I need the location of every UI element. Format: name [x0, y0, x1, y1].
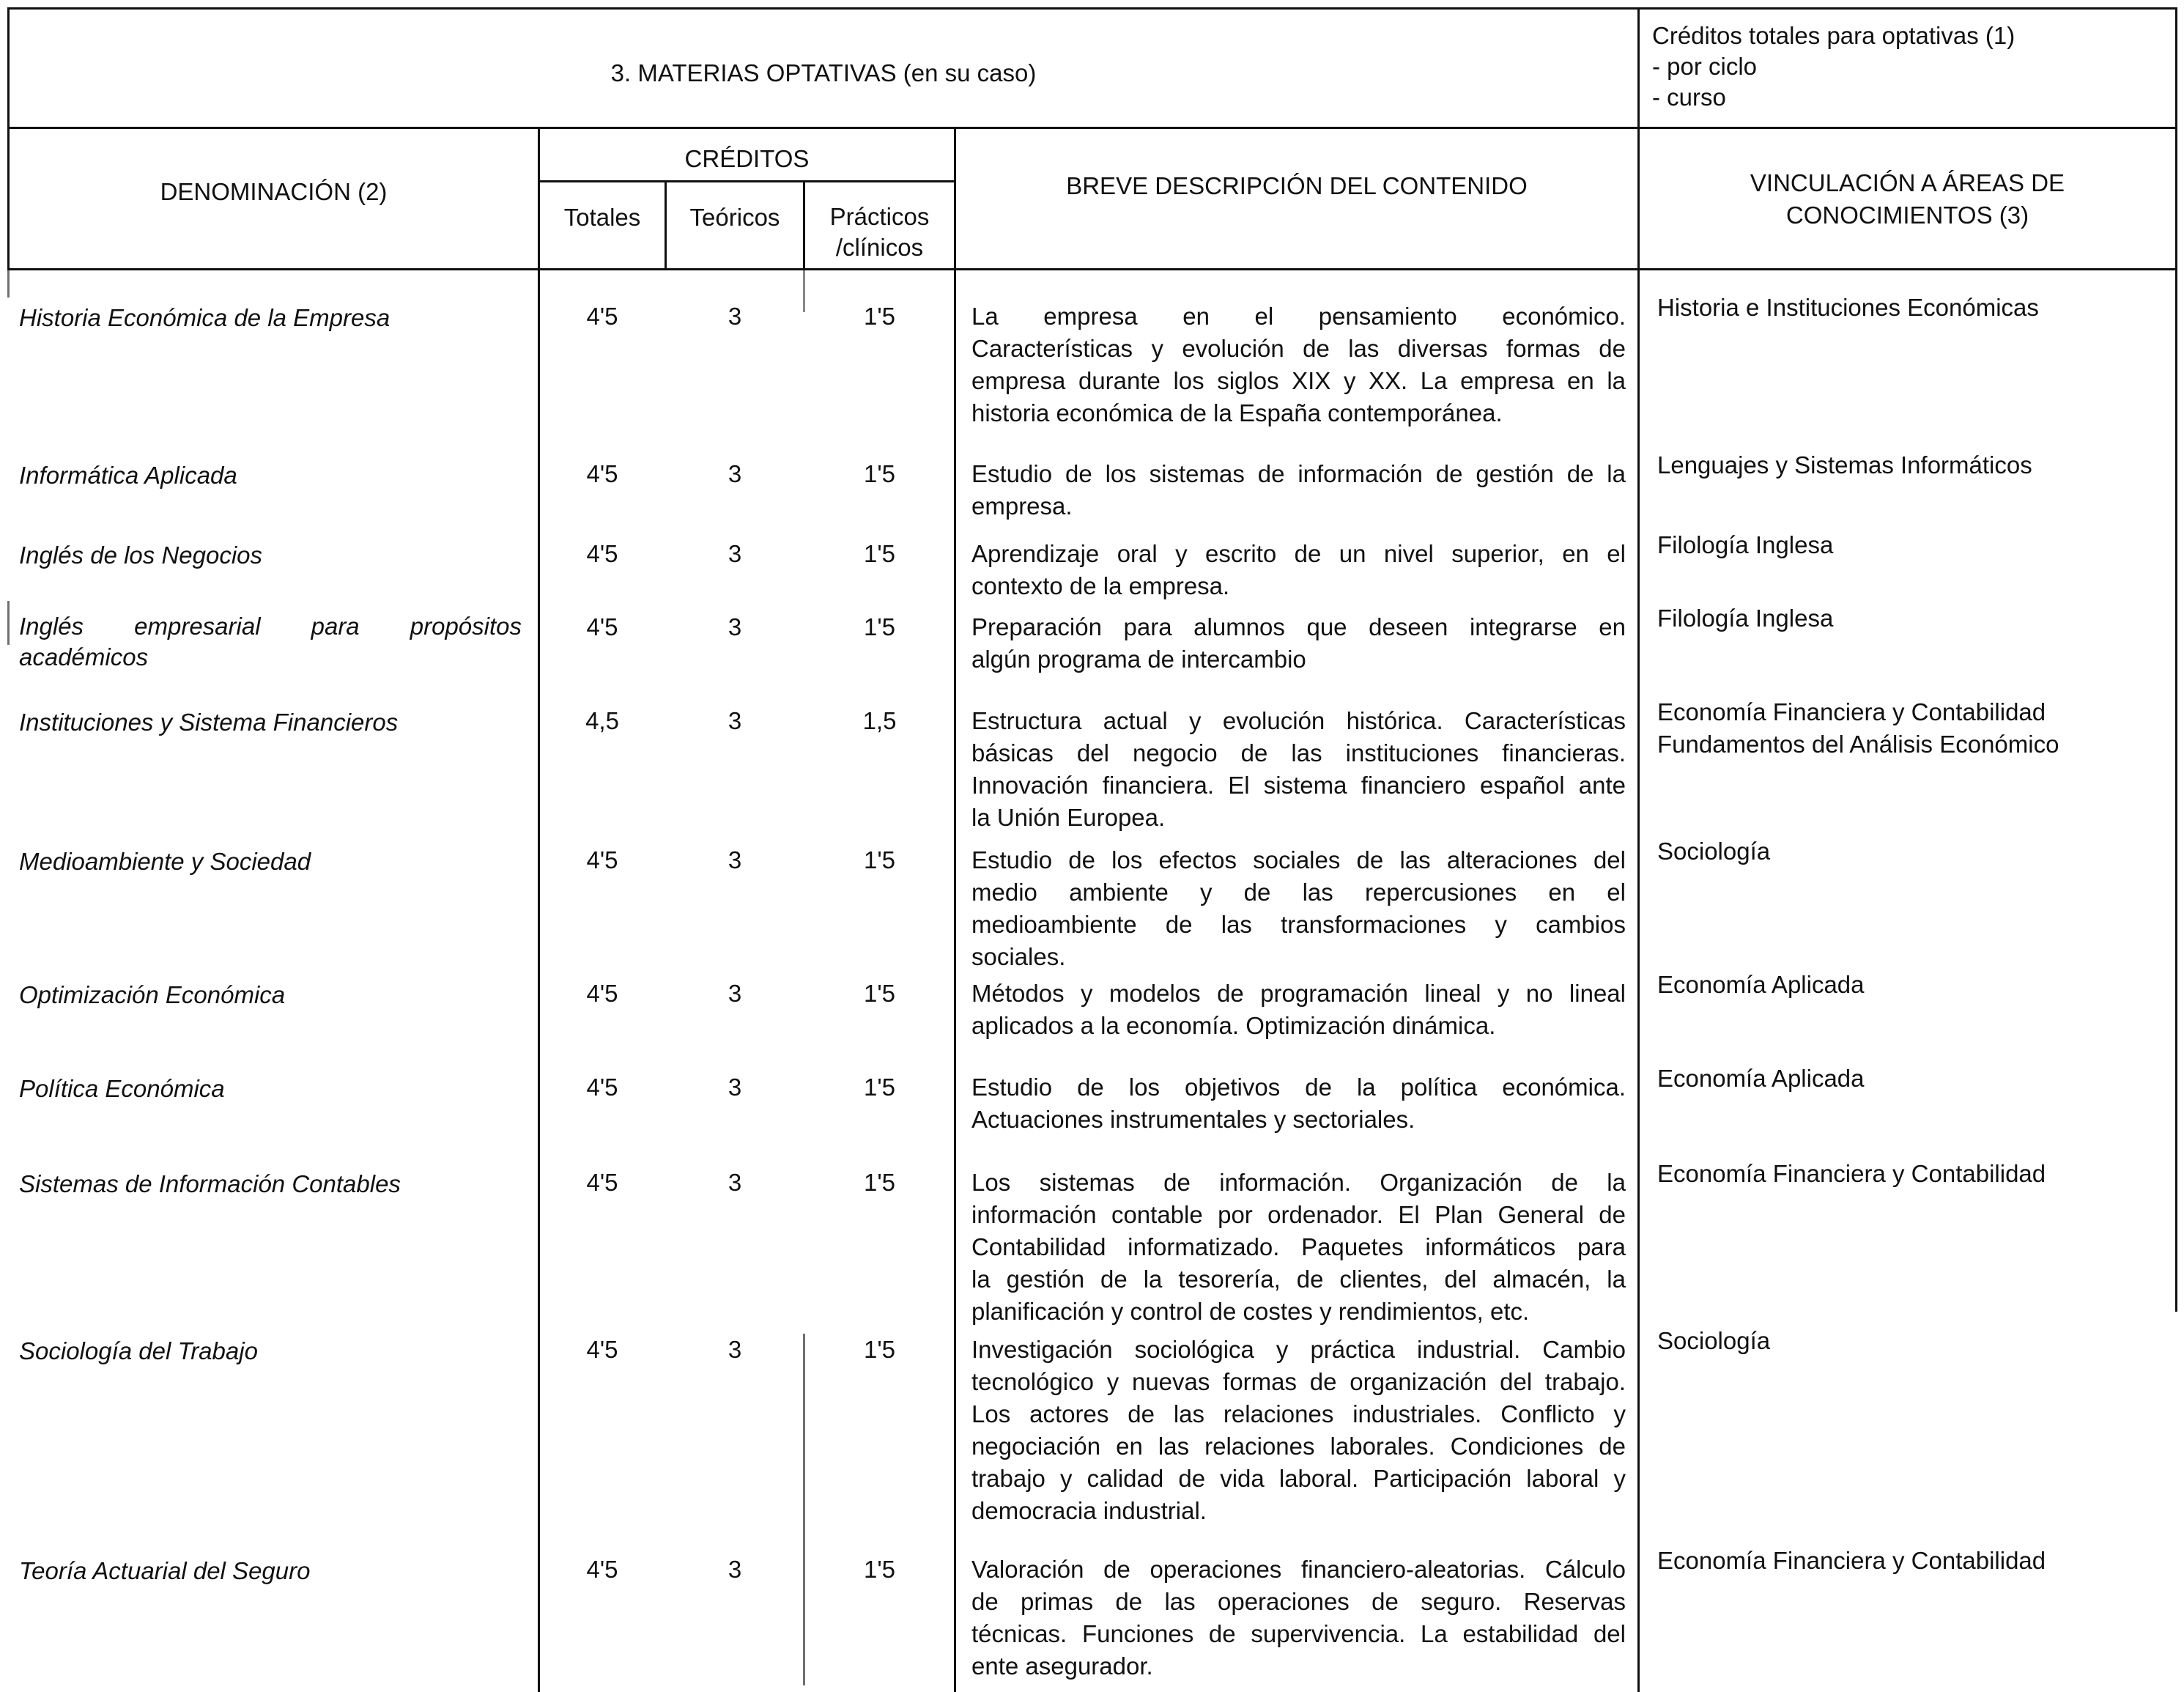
subject-name-line: Sistemas de Información Contables	[19, 1170, 401, 1197]
knowledge-area	[1657, 449, 2170, 481]
content-description-line: Estudio de los objetivos de la política económica.	[971, 1074, 1626, 1101]
subject-name	[19, 706, 522, 739]
knowledge-area-line: Sociología	[1657, 838, 1771, 865]
col-header-practicos-line: /clínicos	[835, 234, 924, 261]
credits-practicos: 1'5	[863, 1169, 895, 1196]
col-header-vinculacion-line: CONOCIMIENTOS (3)	[1785, 202, 2029, 229]
credits-practicos: 1'5	[863, 846, 895, 873]
credits-note	[1652, 21, 2165, 113]
content-description-line: Investigación sociológica y práctica industrial. Cambio	[971, 1336, 1626, 1363]
content-description	[971, 538, 1626, 602]
content-description-line: medioambiente de las transformaciones y cambios	[971, 911, 1626, 938]
knowledge-area-line: Economía Financiera y Contabilidad	[1657, 1160, 2046, 1187]
knowledge-area	[1657, 1545, 2170, 1577]
content-description	[971, 458, 1626, 522]
credits-practicos: 1'5	[863, 540, 895, 567]
credits-totales: 4'5	[586, 540, 618, 567]
content-description-line: trabajo y calidad de vida laboral. Participación laboral y	[971, 1465, 1626, 1492]
content-description-line: Aprendizaje oral y escrito de un nivel superior, en el	[971, 540, 1626, 567]
content-description-line: negociación en las relaciones laborales. Condiciones de	[971, 1433, 1626, 1460]
table-left-border-body	[7, 268, 10, 298]
content-description	[971, 1554, 1626, 1682]
content-description-line: Los sistemas de información. Organización de la	[971, 1169, 1626, 1196]
subject-name	[19, 1168, 522, 1200]
knowledge-area-line: Economía Aplicada	[1657, 971, 1865, 998]
credits-totales: 4'5	[586, 460, 618, 487]
knowledge-area-line: Sociología	[1657, 1327, 1771, 1354]
credits-teoricos: 3	[728, 980, 742, 1007]
subject-name-line: académicos	[19, 643, 149, 670]
knowledge-area	[1657, 1325, 2170, 1357]
content-description	[971, 1071, 1626, 1136]
content-description-line: Métodos y modelos de programación lineal y no lineal	[971, 980, 1626, 1007]
col-divider-areas	[1637, 7, 1640, 1692]
subject-name-line: Informática Aplicada	[19, 462, 237, 489]
header-bottom-border	[7, 268, 2177, 270]
col-header-practicos	[805, 202, 954, 263]
knowledge-area	[1657, 1063, 2170, 1095]
title-bottom-border	[7, 127, 2177, 129]
credits-practicos: 1'5	[863, 460, 895, 487]
knowledge-area	[1657, 835, 2170, 868]
col-header-teoricos: Teóricos	[689, 204, 780, 231]
credits-totales: 4'5	[586, 613, 618, 640]
content-description-line: empresa.	[971, 492, 1073, 520]
credits-totales: 4'5	[586, 846, 618, 873]
content-description	[971, 1167, 1626, 1328]
content-description-line: contexto de la empresa.	[971, 572, 1230, 599]
content-description	[971, 705, 1626, 834]
content-description	[971, 978, 1626, 1042]
knowledge-area-line: Filología Inglesa	[1657, 605, 1834, 632]
content-description-line: La empresa en el pensamiento económico.	[971, 303, 1626, 330]
content-description-line: algún programa de intercambio	[971, 646, 1306, 673]
credits-teoricos: 3	[728, 707, 742, 734]
knowledge-area	[1657, 602, 2170, 635]
col-divider-description	[954, 127, 956, 1692]
credits-practicos: 1'5	[863, 613, 895, 640]
subject-name-line: Optimización Económica	[19, 981, 286, 1008]
knowledge-area-line: Historia e Instituciones Económicas	[1657, 294, 2039, 321]
content-description-line: medio ambiente y de las repercusiones en el	[971, 879, 1626, 906]
col-header-creditos: CRÉDITOS	[684, 145, 810, 172]
content-description-line: historia económica de la España contemporánea.	[971, 399, 1503, 426]
knowledge-area	[1657, 529, 2170, 561]
knowledge-area	[1657, 696, 2170, 761]
credits-practicos: 1'5	[863, 1556, 895, 1583]
table-left-border	[7, 7, 10, 268]
credits-totales: 4'5	[586, 1074, 618, 1101]
subject-name-line: Política Económica	[19, 1075, 225, 1102]
subject-name	[19, 611, 522, 673]
subject-name	[19, 1555, 522, 1587]
col-header-denominacion: DENOMINACIÓN (2)	[160, 178, 388, 205]
knowledge-area	[1657, 969, 2170, 1001]
content-description	[971, 300, 1626, 429]
knowledge-area-line: Fundamentos del Análisis Económico	[1657, 731, 2059, 758]
credits-totales: 4,5	[585, 707, 619, 734]
content-description-line: aplicados a la economía. Optimización dinámica.	[971, 1012, 1496, 1039]
credits-practicos: 1'5	[863, 980, 895, 1007]
col-header-vinculacion	[1640, 167, 2175, 232]
knowledge-area-line: Filología Inglesa	[1657, 531, 1834, 558]
subject-name-line: Inglés empresarial para propósitos	[19, 613, 522, 640]
content-description-line: Características y evolución de las diversas formas de	[971, 335, 1626, 362]
knowledge-area-line: Economía Aplicada	[1657, 1065, 1865, 1092]
content-description-line: técnicas. Funciones de supervivencia. La estabilidad del	[971, 1620, 1626, 1647]
content-description-line: sociales.	[971, 943, 1066, 970]
credits-totales: 4'5	[586, 1169, 618, 1196]
credits-teoricos: 3	[728, 460, 742, 487]
content-description-line: planificación y control de costes y rendimientos, etc.	[971, 1298, 1530, 1325]
credits-totales: 4'5	[586, 1336, 618, 1363]
table-right-border	[2175, 7, 2177, 1312]
content-description-line: Contabilidad informatizado. Paquetes informáticos para	[971, 1233, 1626, 1260]
subject-name-line: Medioambiente y Sociedad	[19, 848, 311, 875]
table-left-border-body	[7, 601, 10, 645]
col-header-practicos-line: Prácticos	[829, 203, 930, 230]
content-description-line: Estructura actual y evolución histórica. Características	[971, 707, 1626, 734]
credits-practicos: 1'5	[863, 303, 895, 330]
subject-name-line: Sociología del Trabajo	[19, 1337, 258, 1364]
credits-teoricos: 3	[728, 613, 742, 640]
content-description-line: Actuaciones instrumentales y sectoriales.	[971, 1106, 1415, 1133]
section-title: 3. MATERIAS OPTATIVAS (en su caso)	[610, 59, 1037, 86]
col-divider-credits-left	[538, 127, 540, 1692]
credits-teoricos: 3	[728, 1074, 742, 1101]
content-description-line: Valoración de operaciones financiero-aleatorias. Cálculo	[971, 1556, 1626, 1583]
credits-note-line: - por ciclo	[1652, 53, 1758, 80]
credits-note-line: - curso	[1652, 84, 1726, 111]
credits-practicos: 1'5	[863, 1336, 895, 1363]
credits-practicos: 1'5	[863, 1074, 895, 1101]
subject-name	[19, 1335, 522, 1367]
subject-name-line: Instituciones y Sistema Financieros	[19, 709, 399, 736]
credits-totales: 4'5	[586, 980, 618, 1007]
credits-teoricos: 3	[728, 1556, 742, 1583]
col-header-totales: Totales	[563, 204, 641, 231]
subject-name	[19, 302, 522, 334]
content-description-line: la Unión Europea.	[971, 804, 1166, 831]
subject-name-line: Inglés de los Negocios	[19, 542, 263, 569]
content-description-line: Preparación para alumnos que deseen integrarse en	[971, 613, 1626, 640]
knowledge-area-line: Lenguajes y Sistemas Informáticos	[1657, 451, 2032, 479]
content-description	[971, 844, 1626, 973]
knowledge-area	[1657, 1158, 2170, 1190]
subject-name-line: Historia Económica de la Empresa	[19, 304, 390, 331]
subject-name-line: Teoría Actuarial del Seguro	[19, 1557, 311, 1584]
content-description-line: Innovación financiera. El sistema financiero español ante	[971, 772, 1626, 799]
content-description-line: democracia industrial.	[971, 1497, 1207, 1524]
col-header-descripcion: BREVE DESCRIPCIÓN DEL CONTENIDO	[1066, 172, 1528, 199]
col-divider-practicos-body	[803, 1334, 805, 1685]
content-description	[971, 1334, 1626, 1527]
subject-name	[19, 539, 522, 572]
content-description-line: tecnológico y nuevas formas de organización del trabajo.	[971, 1368, 1626, 1395]
content-description-line: información contable por ordenador. El Plan General de	[971, 1201, 1626, 1228]
credits-practicos: 1,5	[862, 707, 897, 734]
knowledge-area	[1657, 292, 2170, 324]
content-description	[971, 611, 1626, 676]
content-description-line: básicas del negocio de las instituciones financieras.	[971, 739, 1626, 766]
credits-totales: 4'5	[586, 1556, 618, 1583]
content-description-line: la gestión de la tesorería, de clientes, del almacén, la	[971, 1266, 1626, 1293]
credits-teoricos: 3	[728, 303, 742, 330]
credits-totales: 4'5	[586, 303, 618, 330]
subject-name	[19, 1073, 522, 1105]
credits-teoricos: 3	[728, 540, 742, 567]
col-header-vinculacion-line: VINCULACIÓN A ÁREAS DE	[1750, 169, 2065, 196]
creditos-subheader-border	[538, 180, 955, 182]
subject-name	[19, 979, 522, 1011]
credits-teoricos: 3	[728, 846, 742, 873]
content-description-line: empresa durante los siglos XIX y XX. La empresa en la	[971, 367, 1626, 394]
knowledge-area-line: Economía Financiera y Contabilidad	[1657, 1547, 2046, 1574]
credits-teoricos: 3	[728, 1336, 742, 1363]
subject-name	[19, 846, 522, 878]
content-description-line: de primas de las operaciones de seguro. Reservas	[971, 1588, 1626, 1615]
credits-teoricos: 3	[728, 1169, 742, 1196]
credits-note-line: Créditos totales para optativas (1)	[1652, 22, 2015, 49]
table-top-border	[7, 7, 2177, 10]
subject-name	[19, 459, 522, 492]
content-description-line: ente asegurador.	[971, 1652, 1153, 1680]
content-description-line: Los actores de las relaciones industriales. Conflicto y	[971, 1400, 1626, 1427]
content-description-line: Estudio de los sistemas de información de gestión de la	[971, 460, 1626, 487]
content-description-line: Estudio de los efectos sociales de las alteraciones del	[971, 846, 1626, 873]
knowledge-area-line: Economía Financiera y Contabilidad	[1657, 698, 2046, 725]
